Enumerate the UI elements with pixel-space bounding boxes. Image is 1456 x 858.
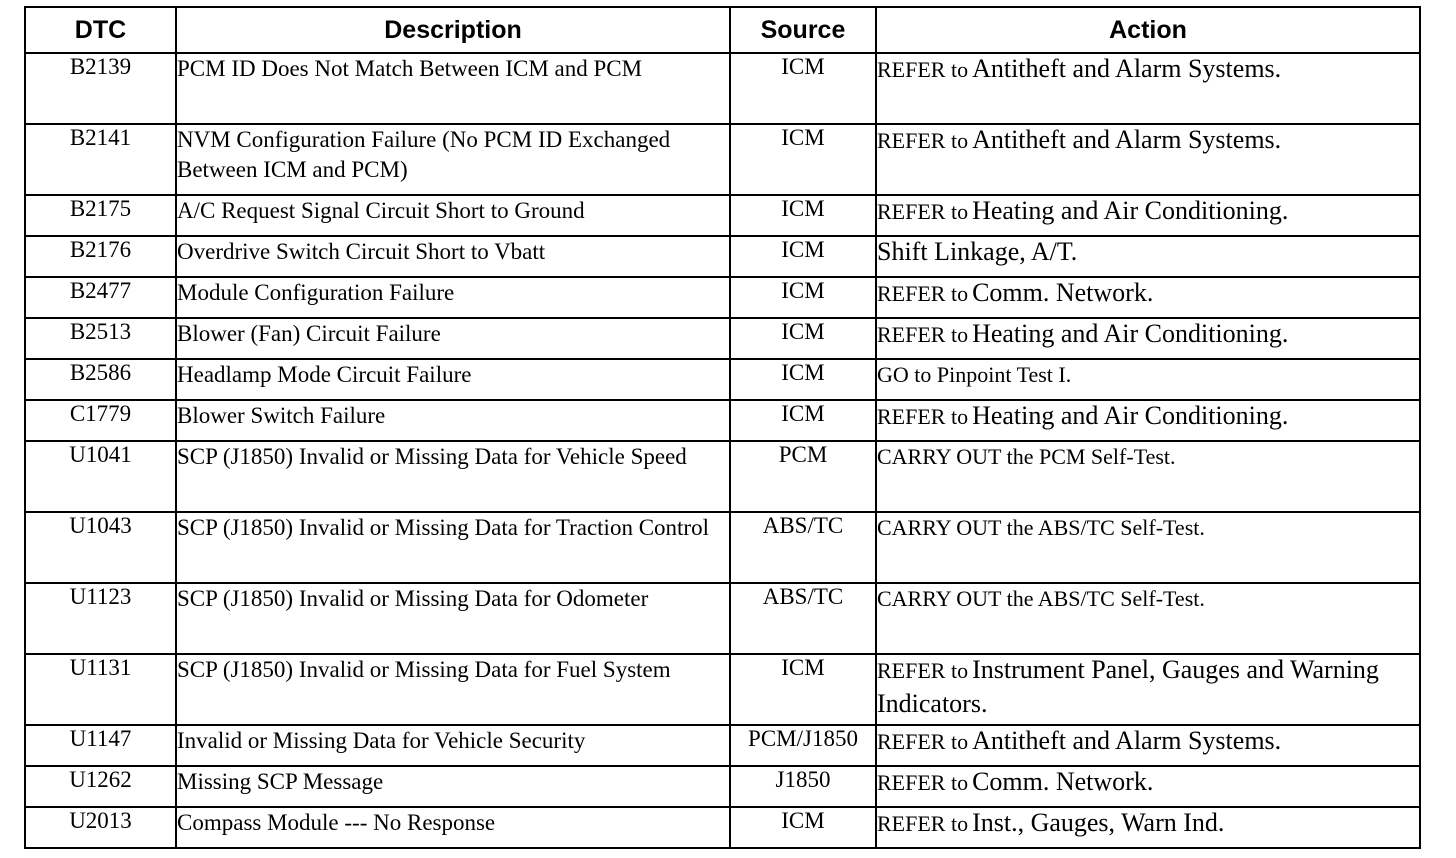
description-cell: Module Configuration Failure — [176, 277, 730, 318]
action-reference: Antitheft and Alarm Systems. — [972, 726, 1282, 755]
header-description: Description — [176, 7, 730, 53]
dtc-code: B2513 — [25, 318, 176, 359]
source-cell: J1850 — [730, 766, 876, 807]
table-row — [25, 236, 1420, 277]
action-verb: GO to Pinpoint Test I. — [877, 362, 1072, 387]
table-row — [25, 318, 1420, 359]
action-verb: REFER to — [877, 322, 969, 347]
action-verb: REFER to — [877, 128, 969, 153]
action-reference: Comm. Network. — [972, 767, 1154, 796]
action-cell — [876, 124, 1420, 195]
source-cell: ICM — [730, 236, 876, 277]
action-cell — [876, 400, 1420, 441]
dtc-table — [24, 6, 1421, 849]
action-verb: CARRY OUT the PCM Self-Test. — [877, 444, 1176, 469]
header-row — [25, 7, 1420, 53]
action-cell — [876, 195, 1420, 236]
action-cell — [876, 583, 1420, 654]
description-cell: SCP (J1850) Invalid or Missing Data for Odometer — [176, 583, 730, 654]
action-reference: Instrument Panel, Gauges and Warning Indicators. — [877, 655, 1379, 718]
action-reference: Heating and Air Conditioning. — [972, 401, 1289, 430]
source-cell: PCM — [730, 441, 876, 512]
description-cell: SCP (J1850) Invalid or Missing Data for Vehicle Speed — [176, 441, 730, 512]
source-cell: ABS/TC — [730, 583, 876, 654]
source-cell: ICM — [730, 400, 876, 441]
action-cell — [876, 236, 1420, 277]
source-cell: ICM — [730, 53, 876, 124]
action-cell — [876, 725, 1420, 766]
table-row — [25, 583, 1420, 654]
dtc-code: U1131 — [25, 654, 176, 725]
action-cell — [876, 277, 1420, 318]
action-verb: CARRY OUT the ABS/TC Self-Test. — [877, 586, 1205, 611]
table-row — [25, 400, 1420, 441]
action-reference: Comm. Network. — [972, 278, 1154, 307]
action-cell — [876, 441, 1420, 512]
source-cell: ICM — [730, 124, 876, 195]
dtc-code: B2141 — [25, 124, 176, 195]
description-cell: A/C Request Signal Circuit Short to Ground — [176, 195, 730, 236]
action-verb: REFER to — [877, 770, 969, 795]
action-cell — [876, 766, 1420, 807]
dtc-code: C1779 — [25, 400, 176, 441]
description-cell: Compass Module --- No Response — [176, 807, 730, 848]
source-cell: ABS/TC — [730, 512, 876, 583]
action-cell — [876, 807, 1420, 848]
action-verb: REFER to — [877, 404, 969, 429]
action-cell — [876, 359, 1420, 400]
action-reference: Heating and Air Conditioning. — [972, 196, 1289, 225]
source-cell: ICM — [730, 277, 876, 318]
table-row — [25, 195, 1420, 236]
table-body — [25, 53, 1420, 848]
table-row — [25, 654, 1420, 725]
header-dtc: DTC — [25, 7, 176, 53]
header-action: Action — [876, 7, 1420, 53]
dtc-code: U1123 — [25, 583, 176, 654]
dtc-code: U1262 — [25, 766, 176, 807]
description-cell: Blower (Fan) Circuit Failure — [176, 318, 730, 359]
action-verb: REFER to — [877, 811, 969, 836]
table-row — [25, 512, 1420, 583]
description-cell: Blower Switch Failure — [176, 400, 730, 441]
source-cell: ICM — [730, 359, 876, 400]
description-cell: Invalid or Missing Data for Vehicle Security — [176, 725, 730, 766]
source-cell: ICM — [730, 654, 876, 725]
source-cell: PCM/J1850 — [730, 725, 876, 766]
dtc-code: U1147 — [25, 725, 176, 766]
action-verb: REFER to — [877, 57, 969, 82]
description-cell: Overdrive Switch Circuit Short to Vbatt — [176, 236, 730, 277]
source-cell: ICM — [730, 195, 876, 236]
description-cell: PCM ID Does Not Match Between ICM and PCM — [176, 53, 730, 124]
source-cell: ICM — [730, 318, 876, 359]
description-cell: SCP (J1850) Invalid or Missing Data for Fuel System — [176, 654, 730, 725]
table-row — [25, 725, 1420, 766]
table-row — [25, 277, 1420, 318]
action-cell — [876, 512, 1420, 583]
dtc-code: B2586 — [25, 359, 176, 400]
action-cell — [876, 53, 1420, 124]
action-reference: Heating and Air Conditioning. — [972, 319, 1289, 348]
description-cell: Headlamp Mode Circuit Failure — [176, 359, 730, 400]
dtc-code: B2175 — [25, 195, 176, 236]
dtc-code: U1043 — [25, 512, 176, 583]
action-cell — [876, 654, 1420, 725]
action-cell — [876, 318, 1420, 359]
action-verb: REFER to — [877, 658, 969, 683]
source-cell: ICM — [730, 807, 876, 848]
dtc-code: U1041 — [25, 441, 176, 512]
dtc-code: B2176 — [25, 236, 176, 277]
table-row — [25, 53, 1420, 124]
action-reference: Antitheft and Alarm Systems. — [972, 125, 1282, 154]
action-verb: CARRY OUT the ABS/TC Self-Test. — [877, 515, 1205, 540]
dtc-code: U2013 — [25, 807, 176, 848]
description-cell: Missing SCP Message — [176, 766, 730, 807]
table-row — [25, 359, 1420, 400]
table-row — [25, 766, 1420, 807]
header-source: Source — [730, 7, 876, 53]
action-reference: Shift Linkage, A/T. — [877, 237, 1078, 266]
dtc-code: B2477 — [25, 277, 176, 318]
action-verb: REFER to — [877, 199, 969, 224]
table-row — [25, 124, 1420, 195]
table-row — [25, 807, 1420, 848]
action-verb: REFER to — [877, 729, 969, 754]
description-cell: SCP (J1850) Invalid or Missing Data for Traction Control — [176, 512, 730, 583]
description-cell: NVM Configuration Failure (No PCM ID Exchanged Between ICM and PCM) — [176, 124, 730, 195]
action-reference: Antitheft and Alarm Systems. — [972, 54, 1282, 83]
dtc-code: B2139 — [25, 53, 176, 124]
table-row — [25, 441, 1420, 512]
action-verb: REFER to — [877, 281, 969, 306]
action-reference: Inst., Gauges, Warn Ind. — [972, 808, 1225, 837]
